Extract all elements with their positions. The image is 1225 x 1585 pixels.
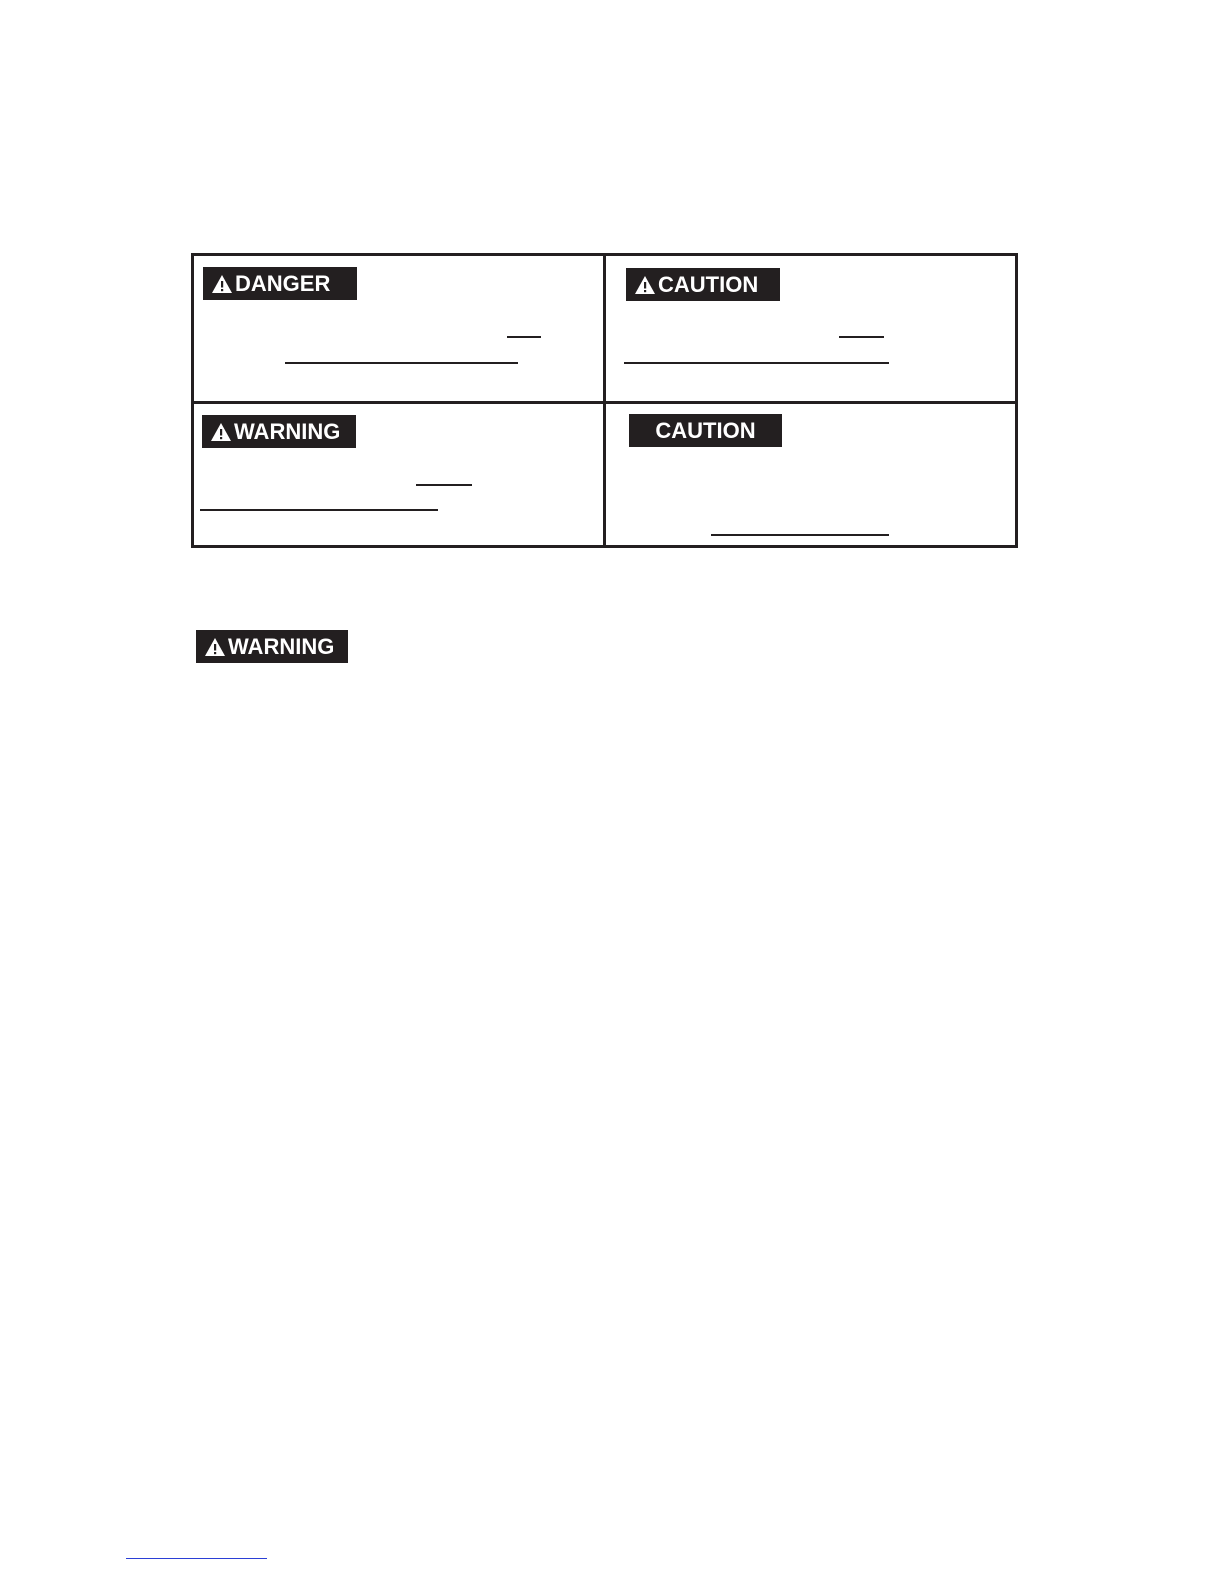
standalone-warning-badge (196, 630, 348, 663)
danger-badge (203, 267, 357, 300)
warning-badge (202, 415, 356, 448)
danger-underline-short (507, 336, 541, 338)
caution-plain-badge (629, 414, 782, 447)
signal-word-table (191, 253, 1018, 548)
danger-underline-long (285, 362, 518, 364)
alert-triangle-icon (210, 422, 232, 442)
alert-triangle-icon (204, 637, 226, 657)
warning-label: WARNING (234, 419, 341, 444)
danger-label: DANGER (235, 271, 331, 296)
alert-triangle-icon (634, 275, 656, 295)
caution-alert-label: CAUTION (658, 272, 759, 297)
caution-plain-label: CAUTION (655, 418, 756, 443)
warning-underline-long (200, 509, 438, 511)
caution-plain-underline (711, 534, 889, 536)
standalone-warning-label: WARNING (228, 634, 335, 659)
alert-triangle-icon (211, 274, 233, 294)
caution-underline-long (624, 362, 889, 364)
caution-underline-short (839, 336, 884, 338)
caution-alert-badge (626, 268, 780, 301)
warning-underline-short (416, 484, 472, 486)
table-horizontal-divider (194, 401, 1015, 404)
footer-link-underline[interactable] (126, 1558, 267, 1559)
